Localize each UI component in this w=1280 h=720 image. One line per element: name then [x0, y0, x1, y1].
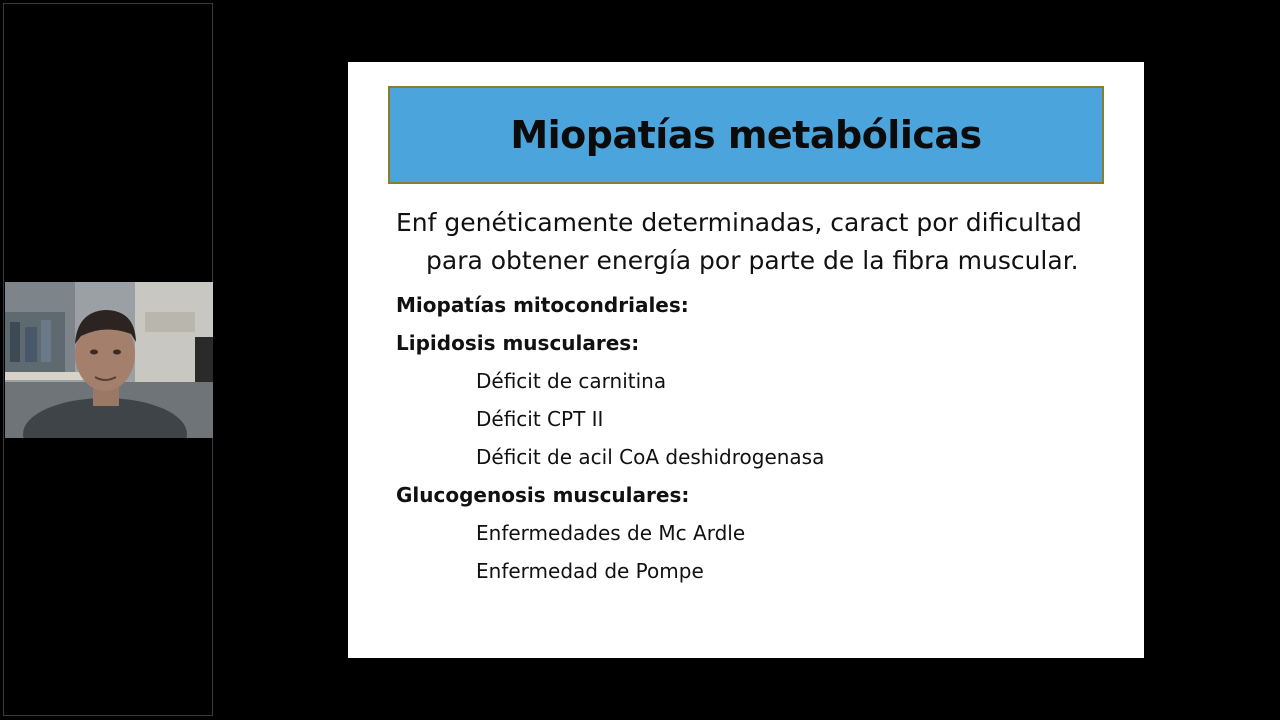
slide-title-box: [388, 86, 1104, 184]
intro-line-1: Enf genéticamente determinadas, caract por dificultad: [396, 208, 1082, 237]
intro-line-2: para obtener energía por parte de la fibra muscular.: [426, 246, 1079, 275]
list-item: Déficit CPT II: [476, 407, 604, 431]
section-heading-mitocondriales: Miopatías mitocondriales:: [396, 293, 689, 317]
list-item: Enfermedades de Mc Ardle: [476, 521, 746, 545]
presentation-slide: [348, 62, 1144, 658]
section-heading-glucogenosis: Glucogenosis musculares:: [396, 483, 690, 507]
participant-video-feed: [5, 282, 213, 438]
participant-panel: [3, 3, 213, 716]
participant-video-tile[interactable]: [5, 282, 213, 438]
list-item: Déficit de acil CoA deshidrogenasa: [476, 445, 825, 469]
list-item: Enfermedad de Pompe: [476, 559, 704, 583]
slide-body: [396, 204, 1116, 590]
slide-title: Miopatías metabólicas: [510, 113, 982, 157]
section-heading-lipidosis: Lipidosis musculares:: [396, 331, 640, 355]
slide-intro: [396, 204, 1116, 280]
list-item: Déficit de carnitina: [476, 369, 667, 393]
